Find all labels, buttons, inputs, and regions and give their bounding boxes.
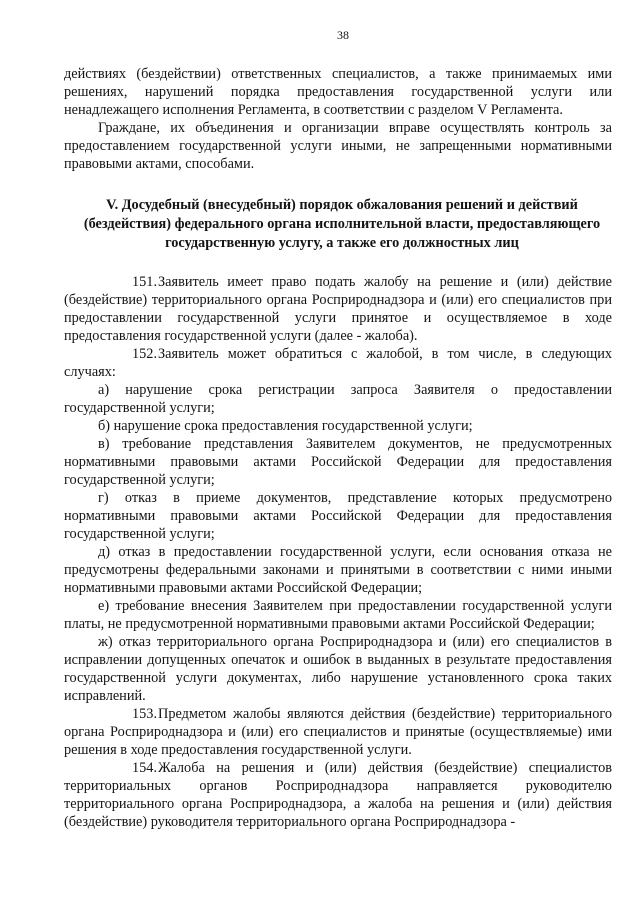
paragraph-continued: действиях (бездействии) ответственных специалистов, а также принимаемых ими решениях, нарушений порядка предоставления государственной услуги или ненадлежащего исполнения Регламента, в соответствии с разделом V Регламента.: [64, 66, 612, 118]
item-text: Предметом жалобы являются действия (бездействие) территориального органа Росприроднадзора и (или) его специалистов и принятые (осуществляемые) ими решения в ходе предоставления государственной услуги.: [64, 706, 612, 758]
subitem-a: а) нарушение срока регистрации запроса Заявителя о предоставлении государственной услуги;: [64, 382, 612, 416]
item-text: Заявитель может обратиться с жалобой, в том числе, в следующих случаях:: [64, 346, 612, 380]
item-number: 152.: [132, 346, 158, 362]
item-number: 154.: [132, 760, 158, 776]
subitem-g: г) отказ в приеме документов, представление которых предусмотрено нормативными правовыми актами Российской Федерации для предоставления государственной услуги;: [64, 490, 612, 542]
item-153: [64, 705, 612, 759]
subitem-b: б) нарушение срока предоставления государственной услуги;: [98, 418, 473, 434]
page-number: 38: [337, 28, 349, 42]
item-number: 151.: [132, 274, 158, 290]
item-152: [64, 345, 612, 381]
item-151: [64, 273, 612, 345]
subitem-e: е) требование внесения Заявителем при предоставлении государственной услуги платы, не предусмотренной нормативными правовыми актами Российской Федерации;: [64, 598, 612, 632]
document-page: [64, 28, 612, 831]
paragraph-control: Граждане, их объединения и организации вправе осуществлять контроль за предоставлением государственной услуги иными, не запрещенными нормативными правовыми актами, способами.: [64, 120, 612, 172]
item-text: Заявитель имеет право подать жалобу на решение и (или) действие (бездействие) территориального органа Росприроднадзора и (или) его специалистов при предоставлении государственной услуги принятое и осуществляемое в ходе предоставления государственной услуги (далее - жалоба).: [64, 274, 612, 344]
item-154: [64, 759, 612, 831]
subitem-v: в) требование представления Заявителем документов, не предусмотренных нормативными правовыми актами Российской Федерации для предоставления государственной услуги;: [64, 436, 612, 488]
subitem-zh: ж) отказ территориального органа Росприроднадзора и (или) его специалистов в исправлении допущенных опечаток и ошибок в выданных в результате предоставления государственной услуги документах, либо нарушение установленного срока таких исправлений.: [64, 634, 612, 704]
item-text: Жалоба на решения и (или) действия (бездействие) специалистов территориальных органов Росприроднадзора направляется руководителю территориального органа Росприроднадзора, а жалоба на решения и (или) действия (бездействие) руководителя территориального органа Росприроднадзора -: [64, 760, 612, 830]
section-heading: V. Досудебный (внесудебный) порядок обжалования решений и действий (бездействия) федерального органа исполнительной власти, предоставляющего государственную услугу, а также его должностных лиц: [83, 197, 601, 251]
item-number: 153.: [132, 706, 158, 722]
subitem-d: д) отказ в предоставлении государственной услуги, если основания отказа не предусмотрены федеральными законами и принятыми в соответствии с ними иными нормативными правовыми актами Российской Федерации;: [64, 544, 612, 596]
